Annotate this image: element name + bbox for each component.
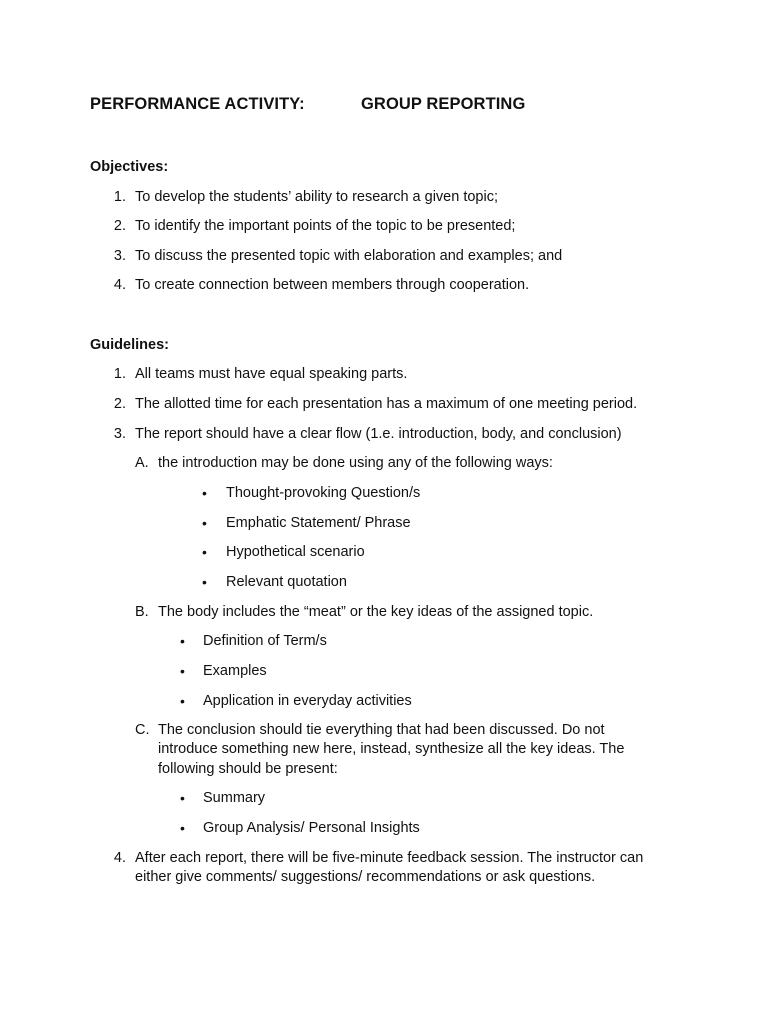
objective-number: 2. [113, 218, 126, 234]
objective-text: To develop the students’ ability to research a given topic; [135, 189, 498, 205]
sub-item-text: The body includes the “meat” or the key ideas of the assigned topic. [158, 604, 594, 620]
bullet-item: Group Analysis/ Personal Insights [203, 820, 420, 836]
sub-item-text-line: The conclusion should tie everything that had been discussed. Do not [158, 722, 605, 738]
bullet-icon: • [202, 574, 207, 590]
objective-text: To identify the important points of the topic to be presented; [135, 218, 516, 234]
bullet-item: Thought-provoking Question/s [226, 485, 421, 501]
bullet-icon: • [202, 515, 207, 531]
guideline-number: 3. [113, 426, 126, 442]
bullet-item: Relevant quotation [226, 574, 347, 590]
bullet-item: Definition of Term/s [203, 633, 327, 649]
sub-item-letter: C. [135, 722, 150, 738]
sub-item-text-line: introduce something new here, instead, synthesize all the key ideas. The [158, 741, 625, 757]
guideline-text-line: either give comments/ suggestions/ recommendations or ask questions. [135, 869, 596, 885]
objectives-heading: Objectives: [90, 159, 169, 175]
title-right: GROUP REPORTING [361, 95, 526, 113]
bullet-icon: • [180, 820, 185, 836]
objective-number: 1. [113, 189, 126, 205]
guideline-text: The report should have a clear flow (1.e. introduction, body, and conclusion) [135, 426, 622, 442]
guidelines-heading: Guidelines: [90, 337, 169, 353]
guideline-number: 4. [113, 850, 126, 866]
objective-text: To discuss the presented topic with elaboration and examples; and [135, 248, 563, 264]
bullet-icon: • [202, 544, 207, 560]
objective-text: To create connection between members through cooperation. [135, 277, 530, 293]
guideline-text: The allotted time for each presentation has a maximum of one meeting period. [135, 396, 638, 412]
guideline-number: 2. [113, 396, 126, 412]
bullet-item: Hypothetical scenario [226, 544, 365, 560]
guideline-number: 1. [113, 366, 126, 382]
bullet-item: Emphatic Statement/ Phrase [226, 515, 411, 531]
bullet-icon: • [180, 633, 185, 649]
bullet-icon: • [180, 693, 185, 709]
sub-item-letter: A. [135, 455, 149, 471]
objective-number: 4. [113, 277, 126, 293]
sub-item-letter: B. [135, 604, 149, 620]
guideline-text: All teams must have equal speaking parts. [135, 366, 408, 382]
bullet-item: Summary [203, 790, 266, 806]
guideline-text-line: After each report, there will be five-minute feedback session. The instructor can [135, 850, 644, 866]
bullet-item: Application in everyday activities [203, 693, 412, 709]
bullet-item: Examples [203, 663, 267, 679]
bullet-icon: • [180, 663, 185, 679]
title-left: PERFORMANCE ACTIVITY: [90, 95, 305, 113]
sub-item-text-line: following should be present: [158, 761, 338, 777]
objective-number: 3. [113, 248, 126, 264]
sub-item-text: the introduction may be done using any of the following ways: [158, 455, 553, 471]
bullet-icon: • [180, 790, 185, 806]
bullet-icon: • [202, 485, 207, 501]
